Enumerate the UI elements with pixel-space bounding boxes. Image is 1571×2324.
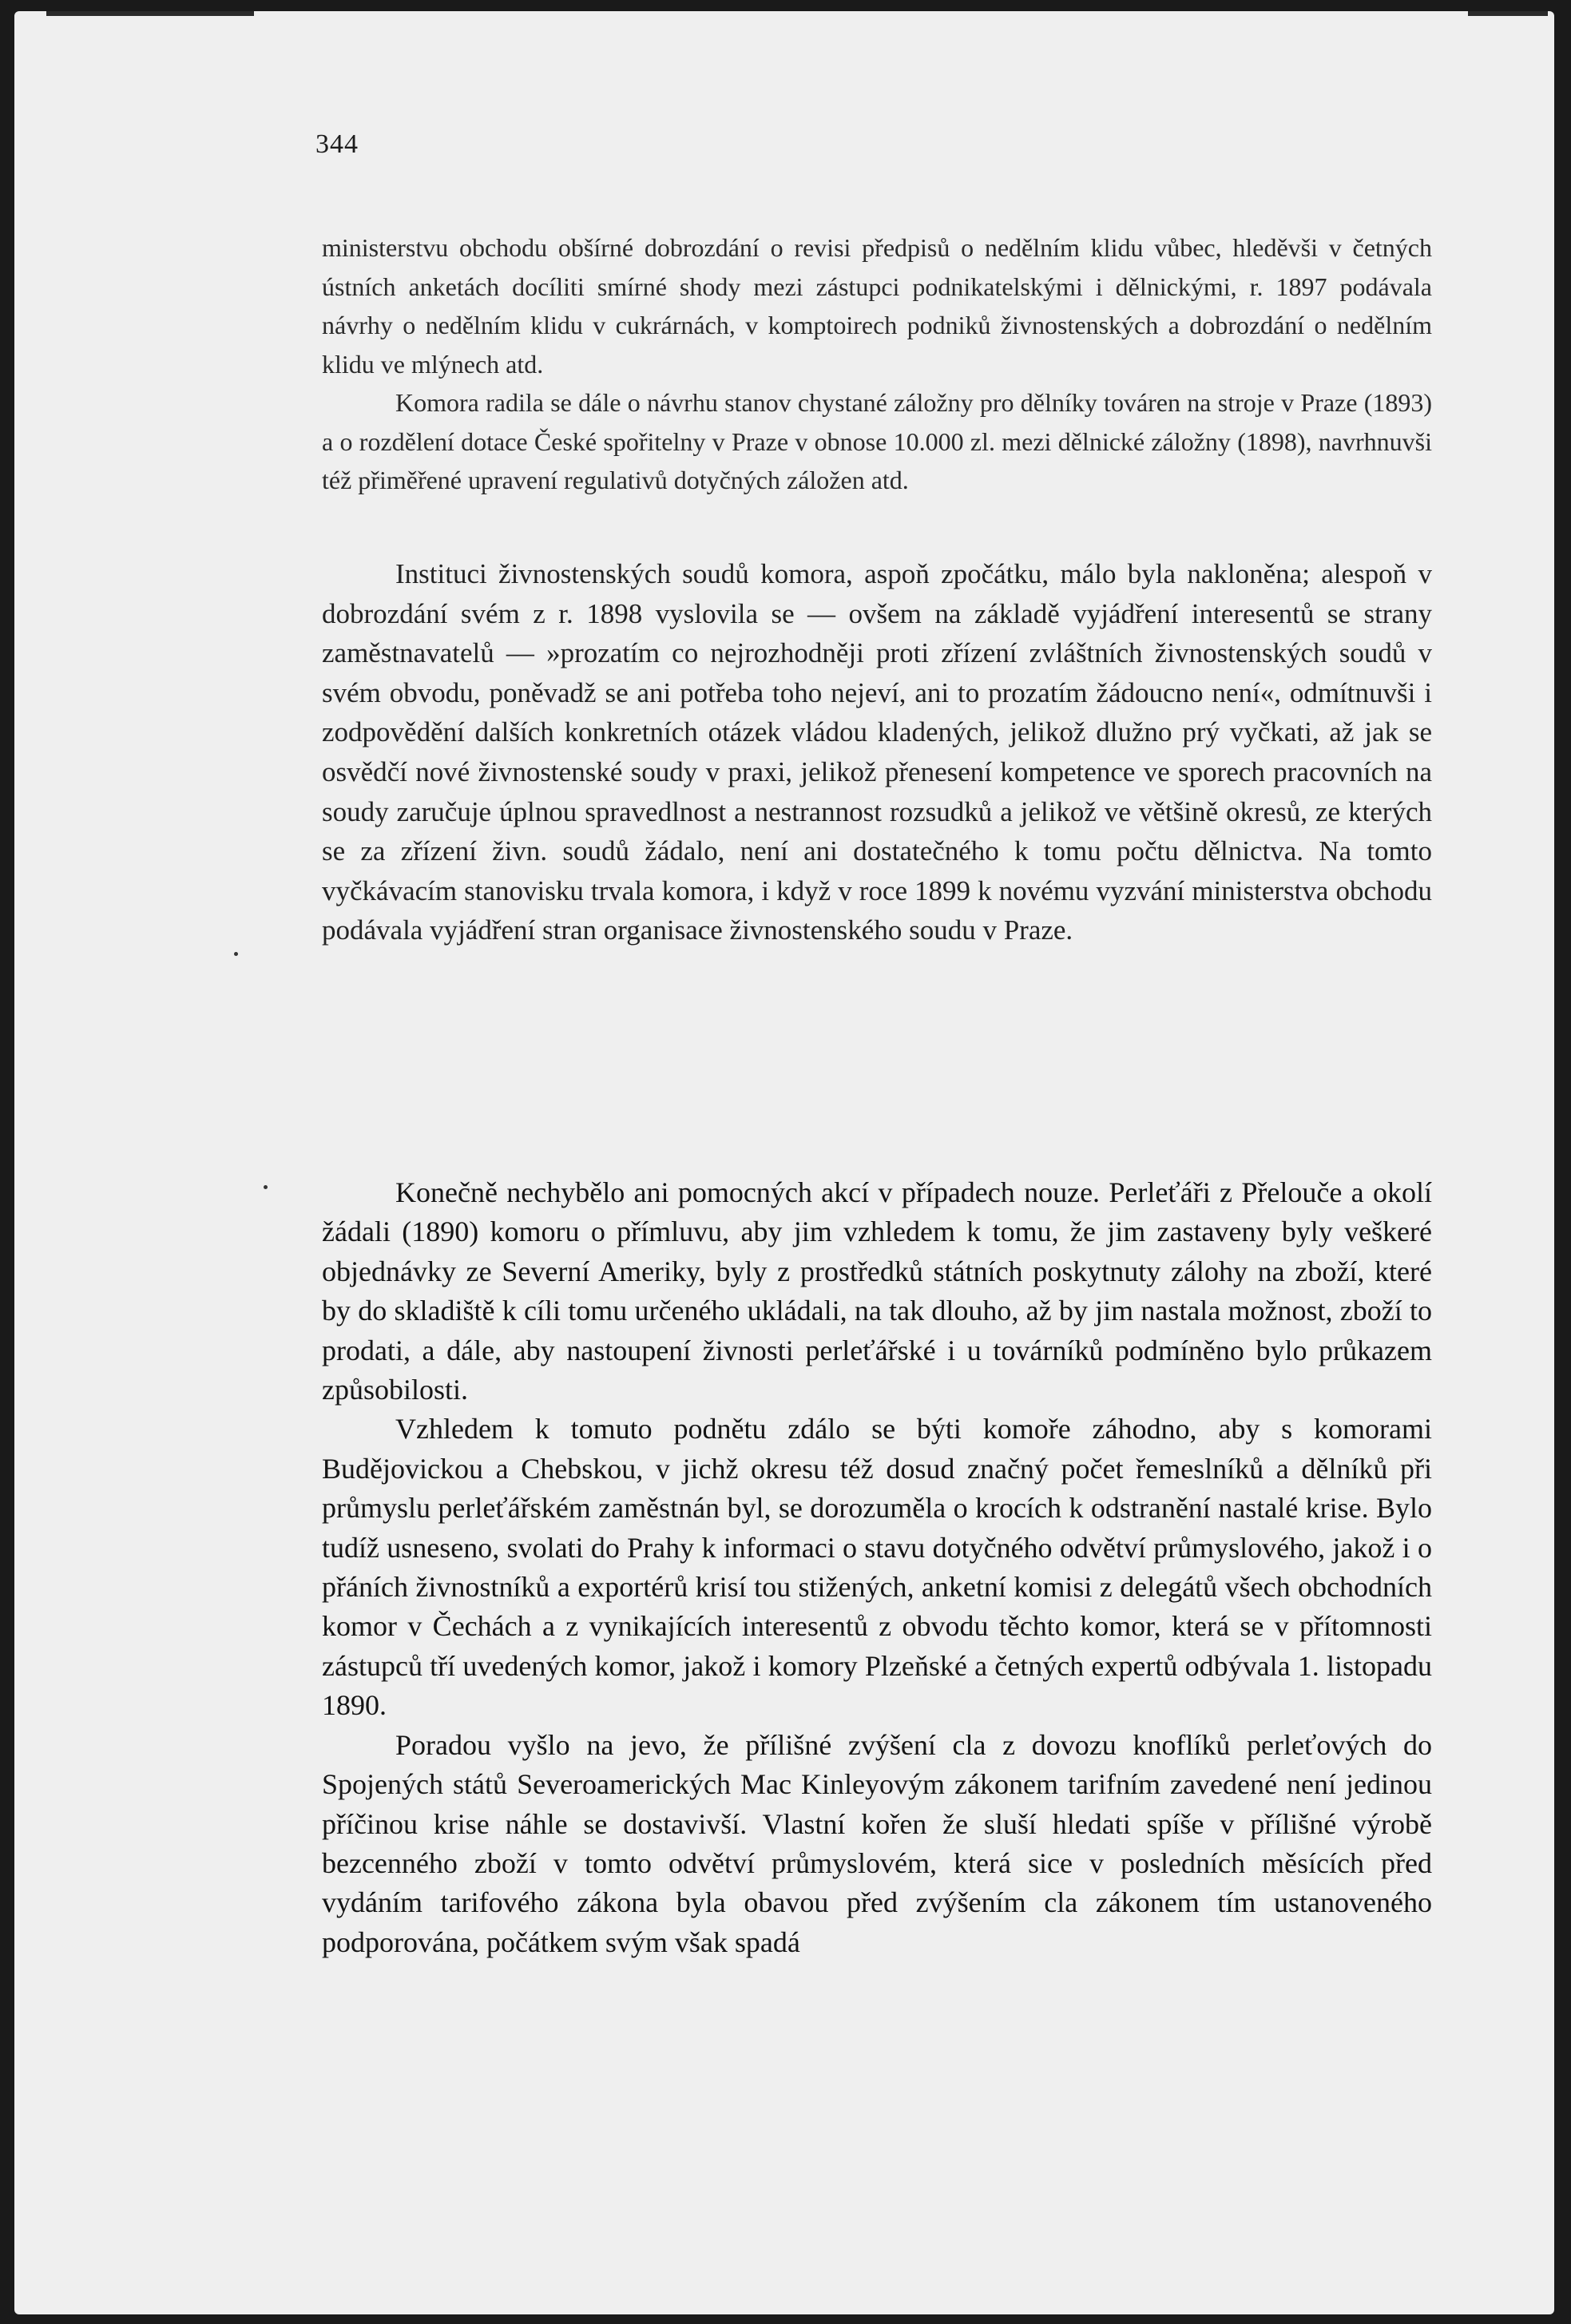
scan-edge-mark — [46, 11, 254, 16]
scan-edge-mark — [1468, 11, 1548, 16]
scanned-page — [14, 11, 1554, 2314]
text-block-bottom — [322, 1173, 1432, 1962]
text-block-top — [322, 228, 1432, 500]
text-block-middle — [322, 554, 1432, 950]
scan-speck — [234, 952, 238, 956]
page-number: 344 — [315, 129, 359, 159]
paragraph: Vzhledem k tomuto podnětu zdálo se býti komoře záhodno, aby s komorami Budějovickou a Chebskou, v jichž okresu též dosud značný počet řemeslníků a dělníků při průmyslu perleťářském zaměstnán byl, se dorozuměla o krocích k odstranění nastalé krise. Bylo tudíž usneseno, svolati do Prahy k informaci o stavu dotyčného odvětví průmyslového, jakož i o přáních živnostníků a exportérů krisí tou stižených, anketní komisi z delegátů všech obchodních komor v Čechách a z vynikajících interesentů z obvodu těchto komor, která se v přítomnosti zástupců tří uvedených komor, jakož i komory Plzeňské a četných expertů odbývala 1. listopadu 1890. — [322, 1413, 1432, 1722]
paragraph: ministerstvu obchodu obšírné dobrozdání o revisi předpisů o nedělním klidu vůbec, hleděvši v četných ústních anketách docíliti smírné shody mezi zástupci podnikatelskými i dělnickými, r. 1897 podávala návrhy o nedělním klidu v cukrárnách, v komptoirech podniků živnostenských a dobrozdání o nedělním klidu ve mlýnech atd. — [322, 233, 1432, 379]
paragraph: Komora radila se dále o návrhu stanov chystané záložny pro dělníky továren na stroje v Praze (1893) a o rozdělení dotace České spořitelny v Praze v obnose 10.000 zl. mezi dělnické záložny (1898), navrhnuvši též přiměřené upravení regulativů dotyčných záložen atd. — [322, 388, 1432, 494]
paragraph: Konečně nechybělo ani pomocných akcí v případech nouze. Perleťáři z Přelouče a okolí žádali (1890) komoru o přímluvu, aby jim vzhledem k tomu, že jim zastaveny byly veškeré objednávky ze Severní Ameriky, byly z prostředků státních poskytnuty zálohy na zboží, které by do skladiště k cíli tomu určeného ukládali, na tak dlouho, až by jim nastala možnost, zboží to prodati, a dále, aby nastoupení živnosti perleťářské i u továrníků podmíněno bylo průkazem způsobilosti. — [322, 1176, 1432, 1406]
paragraph: Poradou vyšlo na jevo, že přílišné zvýšení cla z dovozu knoflíků perleťových do Spojených států Severoamerických Mac Kinleyovým zákonem tarifním zavedené není jedinou příčinou krise náhle se dostavivší. Vlastní kořen že sluší hledati spíše v přílišné výrobě bezcenného zboží v tomto odvětví průmyslovém, která sice v posledních měsících před vydáním tarifového zákona byla obavou před zvýšením cla zákonem tím ustanoveného podporována, počátkem svým však spadá — [322, 1728, 1432, 1958]
paragraph: Instituci živnostenských soudů komora, aspoň zpočátku, málo byla nakloněna; alespoň v dobrozdání svém z r. 1898 vyslovila se — ovšem na základě vyjádření interesentů se strany zaměstnavatelů — »prozatím co nejrozhodněji proti zřízení zvláštních živnostenských soudů v svém obvodu, poněvadž se ani potřeba toho nejeví, ani to prozatím žádoucno není«, odmítnuvši i zodpovědění dalších konkretních otázek vládou kladených, jelikož dlužno prý vyčkati, až jak se osvědčí nové živnostenské soudy v praxi, jelikož přenesení kompetence ve sporech pracovních na soudy zaručuje úplnou spravedlnost a nestrannost rozsudků a jelikož ve většině okresů, ze kterých se za zřízení živn. soudů žádalo, není ani dostatečného k tomu počtu dělnictva. Na tomto vyčkávacím stanovisku trvala komora, i když v roce 1899 k novému vyzvání ministerstva obchodu podávala vyjádření stran organisace živnostenského soudu v Praze. — [322, 558, 1432, 946]
scan-speck — [264, 1185, 268, 1189]
